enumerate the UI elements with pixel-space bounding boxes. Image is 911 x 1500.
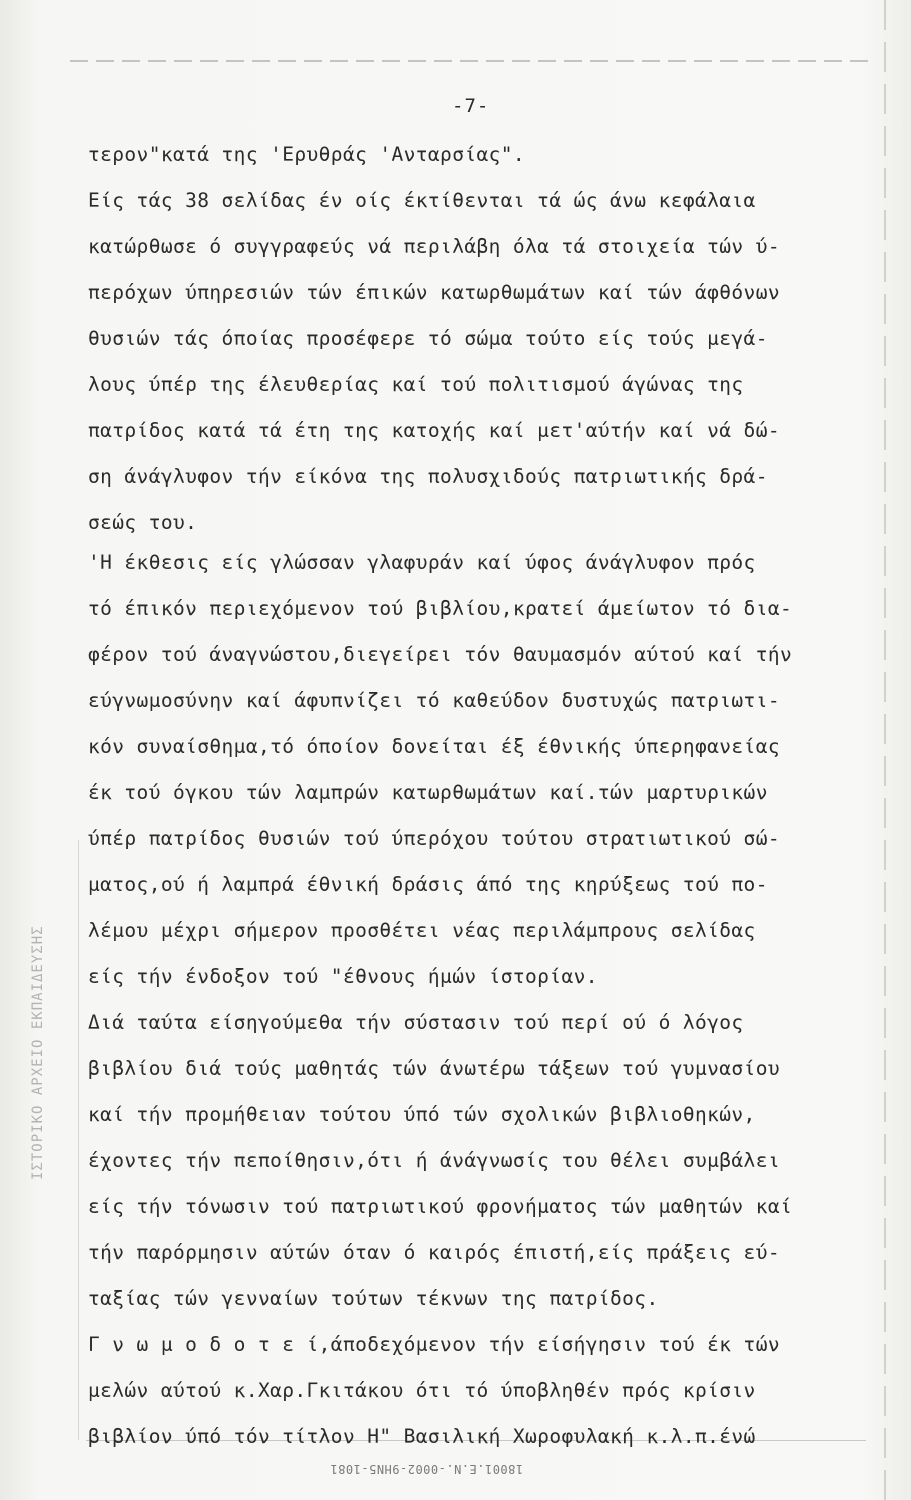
text-line: κατώρθωσε ό συγγραφεύς νά περιλάβη όλα τά στοιχεία τών ύ- [88,235,780,258]
side-margin-stamp: ΙΣΤΟΡΙΚΟ ΑΡΧΕΙΟ ΕΚΠΑΙΔΕΥΣΗΣ [30,925,46,1180]
text-line: έχοντες τήν πεποίθησιν,ότι ή άνάγνωσίς του θέλει συμβάλει [88,1149,780,1172]
text-line: λους ύπέρ της έλευθερίας καί τού πολιτισμού άγώνας της [88,373,744,396]
text-line: μελών αύτού κ.Χαρ.Γκιτάκου ότι τό ύποβληθέν πρός κρίσιν [88,1379,756,1402]
text-line: ματος,ού ή λαμπρά έθνική δράσις άπό της κηρύξεως τού πο- [88,873,768,896]
text-line: είς τήν τόνωσιν τού πατριωτικού φρονήματος τών μαθητών καί [88,1195,793,1218]
text-line: Διά ταύτα είσηγούμεθα τήν σύστασιν τού περί ού ό λόγος [88,1011,744,1034]
text-line: τερον"κατά της 'Ερυθράς 'Ανταρσίας". [88,143,526,166]
text-line: βιβλίον ύπό τόν τίτλον Η" Βασιλική Χωροφυλακή κ.λ.π.ένώ [88,1425,756,1448]
text-line: ση άνάγλυφον τήν είκόνα της πολυσχιδούς πατριωτικής δρά- [88,465,768,488]
page-number: -7- [452,95,490,117]
text-line: είς τήν ένδοξον τού "έθνους ήμών ίστορίαν. [88,965,598,988]
text-line: φέρον τού άναγνώστου,διεγείρει τόν θαυμασμόν αύτού καί τήν [88,643,793,666]
text-line: θυσιών τάς όποίας προσέφερε τό σώμα τούτο είς τούς μεγά- [88,327,768,350]
text-line: Είς τάς 38 σελίδας έν οίς έκτίθενται τά ώς άνω κεφάλαια [88,189,756,212]
text-line: βιβλίου διά τούς μαθητάς τών άνωτέρω τάξεων τού γυμνασίου [88,1057,780,1080]
text-line: κόν συναίσθημα,τό όποίον δονείται έξ έθνικής ύπερηφανείας [88,735,780,758]
top-edge-rule [70,60,870,62]
footer-print-code: 18001.Ε.Ν.-0002-9ΗΝ5-1081 [330,1462,524,1476]
text-line: ταξίας τών γενναίων τούτων τέκνων της πατρίδος. [88,1287,659,1310]
right-edge-marks [884,0,886,1500]
text-line: καί τήν προμήθειαν τούτου ύπό τών σχολικών βιβλιοθηκών, [88,1103,756,1126]
text-line: τήν παρόρμησιν αύτών όταν ό καιρός έπιστή,είς πράξεις εύ- [88,1241,780,1264]
text-line: ύπέρ πατρίδος θυσιών τού ύπερόχου τούτου στρατιωτικού σώ- [88,827,780,850]
text-line: 'Η έκθεσις είς γλώσσαν γλαφυράν καί ύφος άνάγλυφον πρός [88,551,756,574]
left-margin-rule [78,840,79,1440]
text-line: έκ τού όγκου τών λαμπρών κατωρθωμάτων καί.τών μαρτυρικών [88,781,768,804]
text-line: λέμου μέχρι σήμερον προσθέτει νέας περιλάμπρους σελίδας [88,919,756,942]
text-line: σεώς του. [88,511,198,534]
typed-text-block [88,135,878,1457]
text-line: εύγνωμοσύνην καί άφυπνίζει τό καθεύδον δυστυχώς πατριωτι- [88,689,780,712]
text-line: Γ ν ω μ ο δ ο τ ε ί,άποδεχόμενον τήν είσήγησιν τού έκ τών [88,1333,780,1356]
text-line: πατρίδος κατά τά έτη της κατοχής καί μετ'αύτήν καί νά δώ- [88,419,780,442]
text-line: περόχων ύπηρεσιών τών έπικών κατωρθωμάτων καί τών άφθόνων [88,281,780,304]
text-line: τό έπικόν περιεχόμενον τού βιβλίου,κρατεί άμείωτον τό δια- [88,597,793,620]
